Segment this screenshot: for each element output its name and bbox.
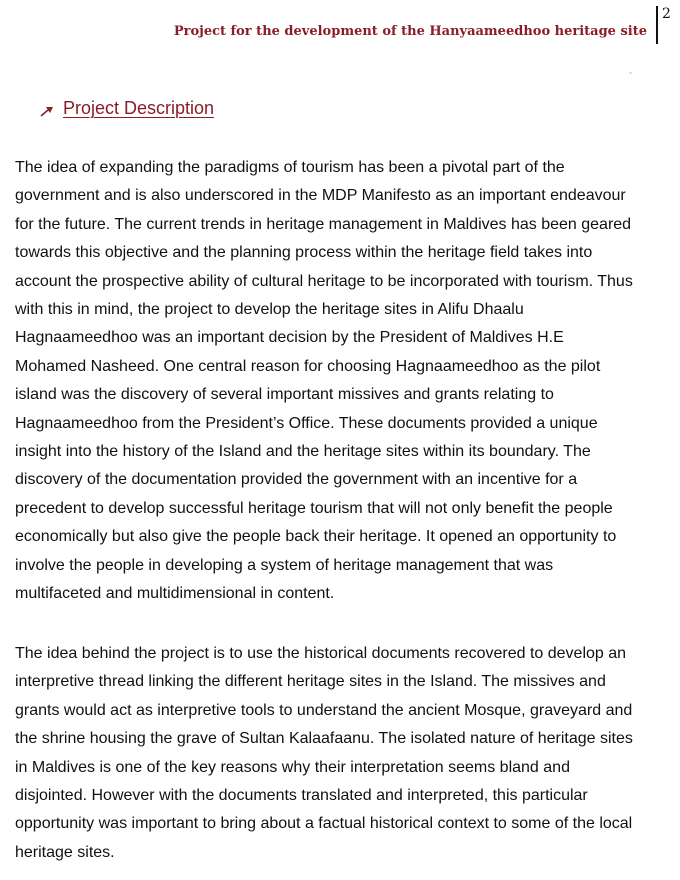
- paragraph-line: discovery of the documentation provided the government with an incentive for a: [15, 471, 578, 489]
- header-title: Project for the development of the Hanyaameedhoo heritage site: [173, 24, 647, 39]
- paragraph-line: precedent to develop successful heritage tourism that will not only benefit the people: [15, 499, 613, 517]
- paragraph-line: The idea of expanding the paradigms of tourism has been a pivotal part of the: [15, 159, 565, 176]
- scan-speck: [629, 72, 632, 74]
- paragraph-line: The idea behind the project is to use the historical documents recovered to develop an: [15, 645, 627, 662]
- paragraph-line: Mohamed Nasheed. One central reason for choosing Hagnaameedhoo as the pilot: [15, 357, 601, 375]
- paragraph-line: with this in mind, the project to develop the heritage sites in Alifu Dhaalu: [15, 301, 524, 319]
- header-divider: [656, 6, 658, 44]
- paragraph-line: government and is also underscored in the MDP Manifesto as an important endeavour: [15, 187, 626, 205]
- paragraph-line: opportunity was important to bring about a factual historical context to some of the local: [15, 815, 633, 833]
- paragraph-line: involve the people in developing a system of heritage management that was: [15, 556, 554, 574]
- section-heading: [40, 98, 214, 119]
- paragraph-line: for the future. The current trends in heritage management in Maldives has been geared: [15, 215, 632, 233]
- paragraph-line: Hagnaameedhoo from the President’s Office. These documents provided a unique: [15, 414, 598, 432]
- paragraph-line: towards this objective and the planning process within the heritage field takes into: [15, 244, 593, 262]
- paragraph-line: disjointed. However with the documents translated and interpreted, this particular: [15, 787, 588, 805]
- paragraph-line: in Maldives is one of the key reasons why their interpretation seems bland and: [15, 758, 570, 776]
- paragraph-line: Hagnaameedhoo was an important decision by the President of Maldives H.E: [15, 329, 564, 347]
- body-paragraph-1: [15, 154, 665, 609]
- paragraph-line: account the prospective ability of cultural heritage to be incorporated with tourism. Thus: [15, 272, 633, 290]
- paragraph-line: interpretive thread linking the different heritage sites in the Island. The missives and: [15, 673, 606, 691]
- paragraph-line: multifaceted and multidimensional in content.: [15, 585, 335, 603]
- section-heading-text: Project Description: [63, 98, 215, 118]
- paragraph-line: the shrine housing the grave of Sultan Kalaafaanu. The isolated nature of heritage sites: [15, 730, 633, 748]
- paragraph-line: insight into the history of the Island and the heritage sites within its boundary. The: [15, 443, 591, 461]
- page-number: 2: [662, 6, 671, 22]
- paragraph-line: grants would act as interpretive tools to understand the ancient Mosque, graveyard and: [15, 701, 633, 719]
- arrow-bullet-icon: [40, 105, 54, 117]
- paragraph-line: economically but also give the people back their heritage. It opened an opportunity to: [15, 528, 617, 546]
- body-paragraph-2: [15, 640, 665, 867]
- paragraph-line: island was the discovery of several important missives and grants relating to: [15, 386, 554, 404]
- paragraph-line: heritage sites.: [15, 843, 115, 861]
